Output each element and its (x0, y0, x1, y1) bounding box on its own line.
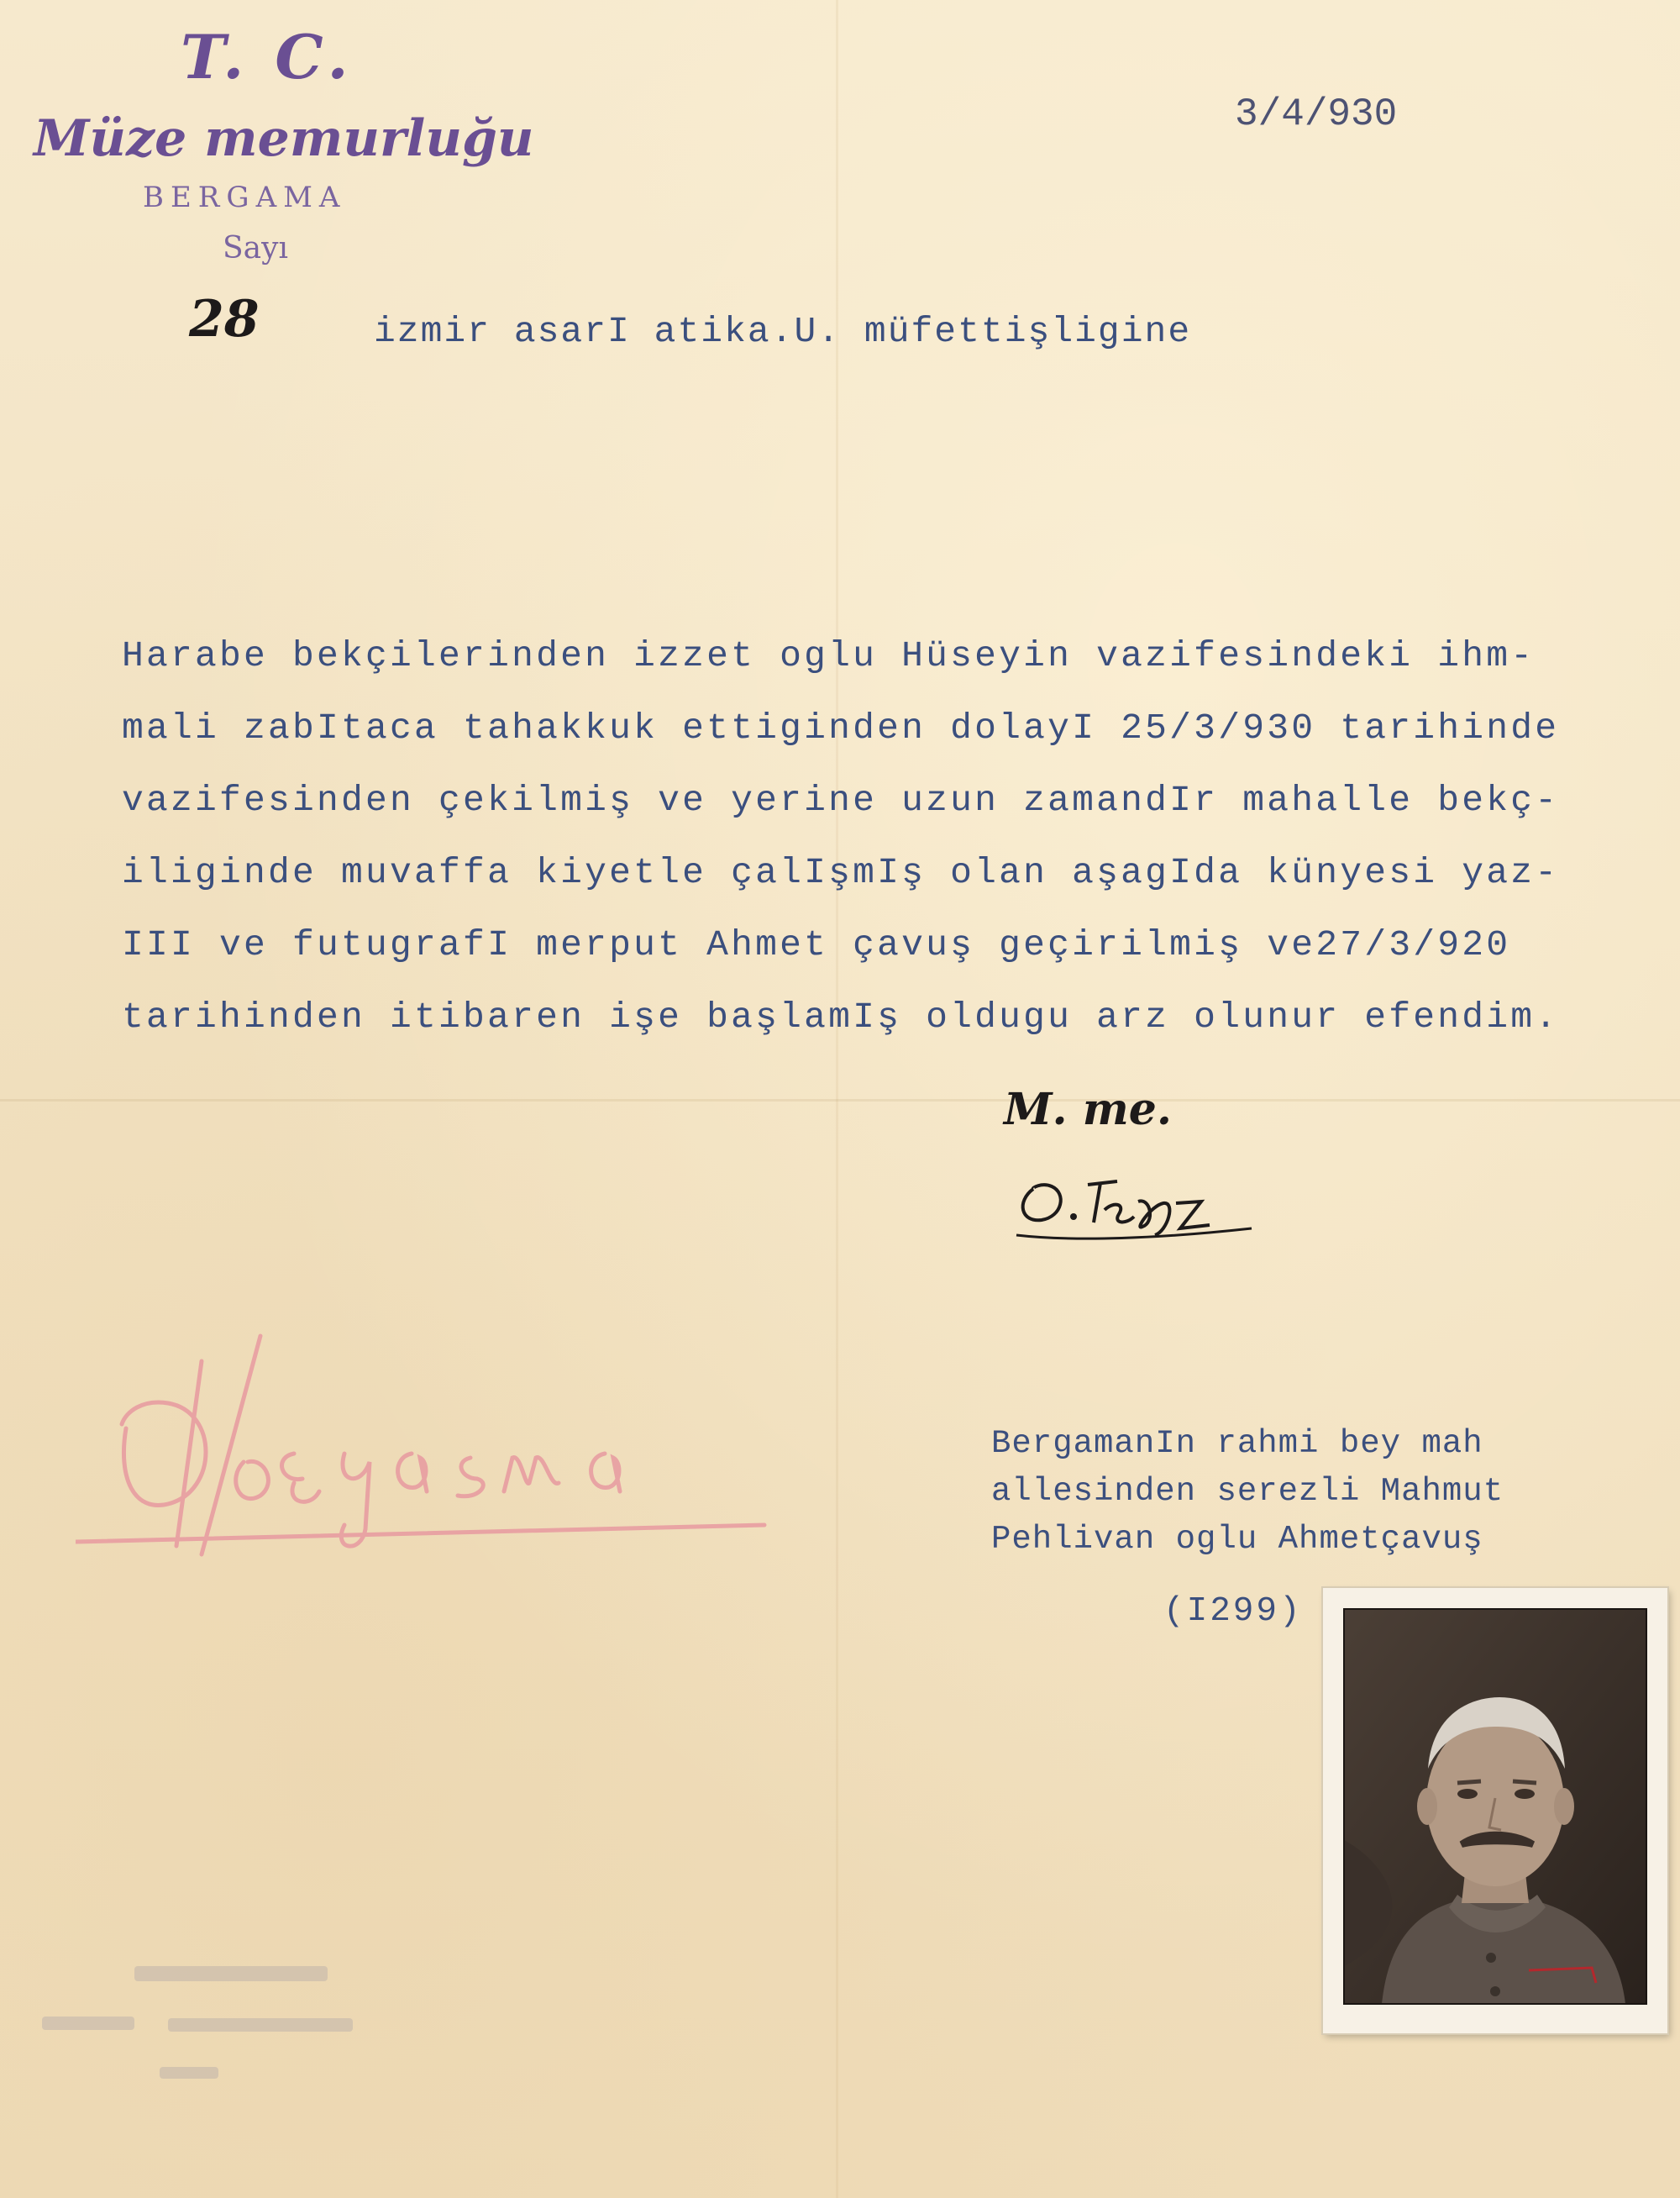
signature-title: M. me. (1004, 1084, 1172, 1135)
paper-fold-line (0, 1099, 1680, 1102)
body-line: Harabe bekçilerinden izzet oglu Hüseyin vazifesindeki ihm- (122, 635, 1536, 676)
stamp-number-label: Sayı (223, 231, 288, 266)
address-line: Pehlivan oglu Ahmetçavuş (991, 1521, 1483, 1558)
body-line: tarihinden itibaren işe başlamIş oldugu arz olunur efendim. (122, 996, 1560, 1038)
handwritten-signature (1008, 1151, 1260, 1244)
document-date: 3/4/930 (1235, 92, 1398, 136)
registry-number: (I299) (1163, 1592, 1303, 1631)
address-block (991, 1420, 1630, 1564)
portrait-photo (1323, 1588, 1667, 2033)
body-line: vazifesinden çekilmiş ve yerine uzun zamandIr mahalle bekç- (122, 780, 1560, 821)
address-line: BergamanIn rahmi bey mah (991, 1425, 1483, 1462)
body-line: mali zabItaca tahakkuk ettiginden dolayI 25/3/930 tarihinde (122, 707, 1560, 749)
recipient-line: izmir asarI atika.U. müfettişligine (374, 311, 1192, 352)
document-number: 28 (189, 290, 260, 349)
body-line: iliginde muvaffa kiyetle çalIşmIş olan aşagIda künyesi yaz- (122, 852, 1560, 893)
stamp-city: BERGAMA (143, 181, 347, 214)
body-line: III ve futugrafI merput Ahmet çavuş geçirilmiş ve27/3/920 (122, 924, 1511, 965)
stamp-tc: T. C. (181, 21, 354, 92)
letter-body (122, 620, 1600, 1054)
faint-stamp-impression (34, 1958, 386, 2109)
address-line: allesinden serezli Mahmut (991, 1473, 1504, 1510)
pencil-annotation (76, 1311, 790, 1563)
stamp-office: Müze memurluğu (34, 109, 534, 168)
